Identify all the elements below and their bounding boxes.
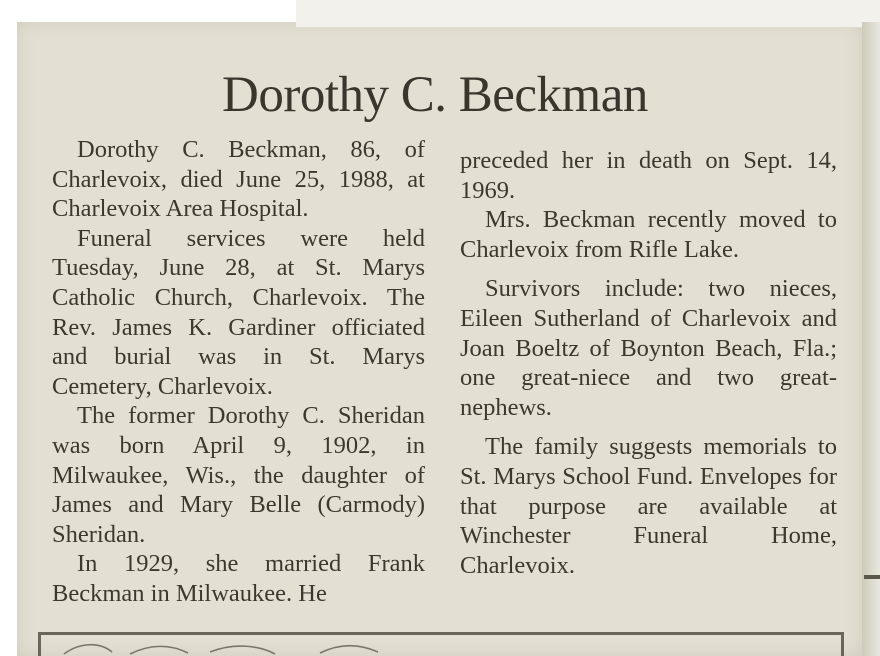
tape-strip (296, 0, 880, 28)
paragraph-birth: The former Dorothy C. Sheridan was born April 9, 1902, in Milwaukee, Wis., the daughter of James and Mary Belle (Carmody) Sheridan. (52, 402, 425, 548)
obituary-headline: Dorothy C. Beckman (222, 67, 648, 123)
paragraph-marriage-continued: preceded her in death on Sept. 14, 1969. (460, 147, 837, 204)
paragraph-memorials: The family suggests memorials to St. Marys School Fund. Envelopes for that purpose are available at Winchester Funeral Home, Charlevoix. (460, 433, 837, 579)
paragraph-survivors: Survivors include: two nieces, Eileen Sutherland of Charlevoix and Joan Boeltz of Boynton Beach, Fla.; one great-niece and two great-nephews. (460, 275, 837, 421)
adjacent-rule (864, 575, 880, 579)
adjacent-clipping-edge (862, 22, 880, 656)
paragraph-death-notice: Dorothy C. Beckman, 86, of Charlevoix, died June 25, 1988, at Charlevoix Area Hospital. (52, 136, 425, 223)
paragraph-residence: Mrs. Beckman recently moved to Charlevoix from Rifle Lake. (460, 206, 837, 263)
paragraph-marriage: In 1929, she married Frank Beckman in Milwaukee. He (52, 550, 425, 607)
paragraph-funeral: Funeral services were held Tuesday, June 28, at St. Marys Catholic Church, Charlevoix. The Rev. James K. Gardiner officiated and burial was in St. Marys Cemetery, Charlevoix. (52, 224, 425, 400)
next-clipping-script-fragment (60, 640, 390, 656)
right-column (460, 146, 837, 580)
left-column (52, 135, 425, 609)
